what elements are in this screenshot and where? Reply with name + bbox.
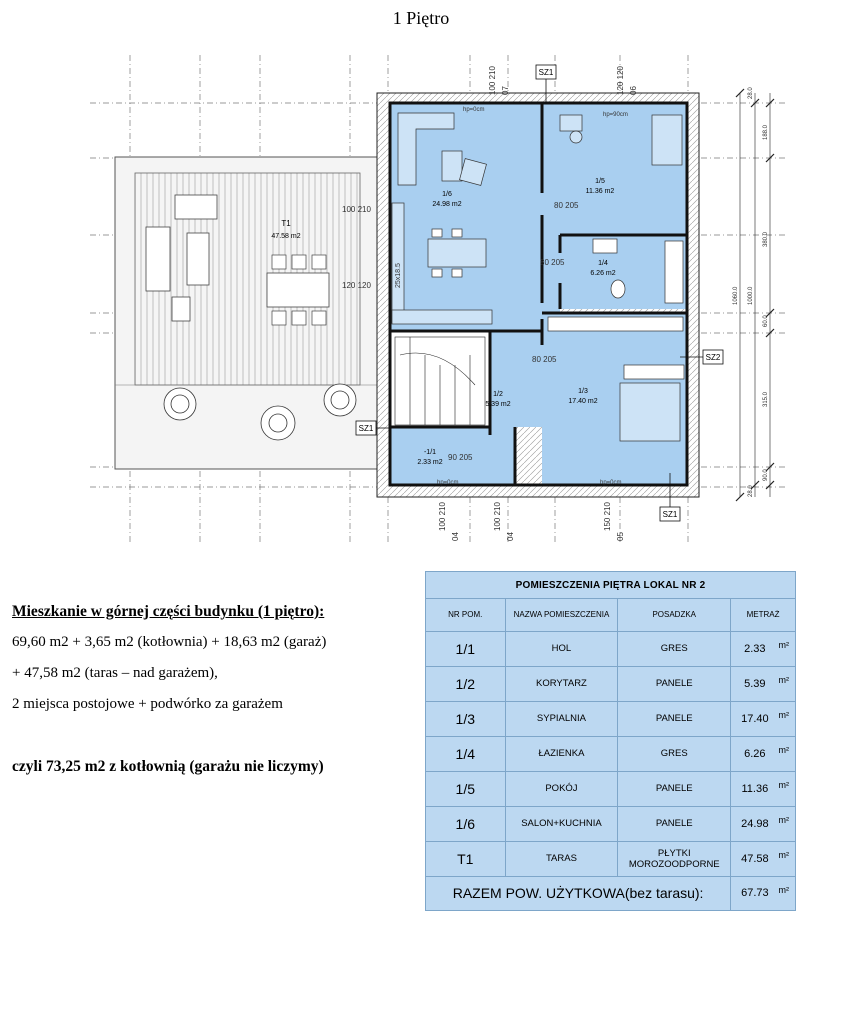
kitchen-table-icon [428,239,486,267]
dim-b: 380.0 [763,231,769,247]
window-bottom-2-tag: 04 [506,532,515,541]
dimension-labels [733,87,769,497]
row-unit: m² [779,806,796,841]
row-unit: m² [779,771,796,806]
dim-e: 90.0 [763,469,769,481]
room-13-id: 1/3 [578,388,588,395]
row-floor: PŁYTKI MOROZOODPORNE [618,841,731,876]
row-unit: m² [779,841,796,876]
room-15-id: 1/5 [595,178,605,185]
outdoor-chair-icon [175,195,217,219]
row-number: 1/6 [426,806,506,841]
hp-top-1: hp=0cm [463,107,485,113]
window-top-1: 100 210 [488,66,497,95]
hp-top-2: hp=90cm [603,112,628,118]
door-2-size: 80 205 [540,258,565,267]
dim-g: 28.0 [748,485,754,497]
door-1-size: 80 205 [554,201,579,210]
row-name: SYPIALNIA [505,701,618,736]
kitchen-counter-icon [392,203,404,323]
dim-d: 315.0 [763,391,769,407]
closet-icon [548,317,683,331]
row-unit: m² [779,736,796,771]
row-number: T1 [426,841,506,876]
dimension-chain [736,89,774,501]
table-row [426,841,796,876]
sz2: SZ2 [705,353,721,362]
desk-icon [560,115,582,131]
sz1-bottom: SZ1 [662,510,678,519]
window-top-2-tag: 06 [629,86,638,95]
room-11-id: -1/1 [423,449,437,456]
window-bottom-3: 150 210 [603,502,612,531]
terrace-area: 47.58 m2 [271,233,301,240]
window-bottom-2: 100 210 [493,502,502,531]
window-left-2: 120 120 [342,281,371,290]
table-row [426,666,796,701]
row-area: 11.36 [731,771,779,806]
row-area: 24.98 [731,806,779,841]
stairs-icon [395,337,485,425]
window-left-1: 100 210 [342,205,371,214]
sz1-left: SZ1 [358,424,374,433]
window-bottom-3-tag: 05 [616,532,625,541]
header-area: METRAŻ [731,599,796,631]
double-bed-icon [620,383,680,441]
wardrobe-icon [624,365,684,379]
dim-f: 28.0 [748,87,754,99]
row-floor: PANELE [618,701,731,736]
toilet-icon [611,280,625,298]
floor-plan [80,55,790,545]
table-row [426,631,796,666]
row-unit: m² [779,631,796,666]
room-14-id: 1/4 [598,260,608,267]
dining-table-icon [267,273,329,307]
door-3-size: 80 205 [532,355,557,364]
total-unit: m² [779,876,796,910]
room-12-area: 5.39 m2 [485,401,511,408]
terrace [115,157,377,469]
room-12-id: 1/2 [493,391,503,398]
row-floor: GRES [618,736,731,771]
dim-inner: 1000.0 [748,286,754,305]
row-name: POKÓJ [505,771,618,806]
table-row [426,806,796,841]
room-11-area: 2.33 m2 [417,459,443,466]
header-name: NAZWA POMIESZCZENIA [505,599,618,631]
hp-bottom-1: hp=0cm [437,480,459,486]
row-number: 1/4 [426,736,506,771]
stair-size-label: 25x18.5 [395,263,402,288]
dim-total: 1060.0 [733,286,739,305]
rooms-table [425,571,796,911]
row-name: SALON+KUCHNIA [505,806,618,841]
dim-a: 188.0 [763,124,769,140]
row-area: 47.58 [731,841,779,876]
row-unit: m² [779,666,796,701]
row-floor: PANELE [618,806,731,841]
row-unit: m² [779,701,796,736]
door-4-size: 90 205 [448,453,473,462]
sz1-top: SZ1 [538,68,554,77]
row-area: 6.26 [731,736,779,771]
outdoor-table-icon [187,233,209,285]
total-value: 67.73 [731,876,779,910]
room-14-area: 6.26 m2 [590,270,616,277]
row-floor: PANELE [618,771,731,806]
table-row [426,771,796,806]
row-floor: PANELE [618,666,731,701]
window-top-1-tag: 07 [501,86,510,95]
bathtub-icon [665,241,683,303]
apartment-description [12,603,412,775]
row-number: 1/3 [426,701,506,736]
room-15-area: 11.36 m2 [585,188,615,195]
hp-bottom-2: hp=0cm [600,480,622,486]
dim-c: 60.0 [763,315,769,327]
row-name: ŁAZIENKA [505,736,618,771]
row-number: 1/1 [426,631,506,666]
room-16-area: 24.98 m2 [432,201,462,208]
window-top-2: 120 120 [616,66,625,95]
row-name: KORYTARZ [505,666,618,701]
sink-icon [593,239,617,253]
total-label: RAZEM POW. UŻYTKOWA(bez tarasu): [426,876,731,910]
description-line-1: 69,60 m2 + 3,65 m2 (kotłownia) + 18,63 m2 (garaż) [12,634,327,650]
window-bottom-1: 100 210 [438,502,447,531]
row-name: HOL [505,631,618,666]
row-name: TARAS [505,841,618,876]
room-16-id: 1/6 [442,191,452,198]
table-row [426,701,796,736]
coffee-table-icon [442,151,462,181]
outdoor-chair-icon-2 [172,297,190,321]
description-heading: Mieszkanie w górnej części budynku (1 piętro): [12,603,325,620]
room-13-area: 17.40 m2 [568,398,598,405]
header-floor: POSADZKA [618,599,731,631]
row-number: 1/2 [426,666,506,701]
header-number: NR POM. [426,599,506,631]
page-title: 1 Piętro [392,8,450,28]
window-bottom-1-tag: 04 [451,532,460,541]
terrace-label: T1 [281,219,291,228]
outdoor-sofa-icon [146,227,170,291]
description-line-3: 2 miejsca postojowe + podwórko za garażem [12,696,283,712]
row-floor: GRES [618,631,731,666]
description-summary: czyli 73,25 m2 z kotłownią (garażu nie liczymy) [12,758,324,775]
table-caption: POMIESZCZENIA PIĘTRA LOKAL NR 2 [426,572,796,599]
row-area: 2.33 [731,631,779,666]
bed-icon [652,115,682,165]
description-line-2: + 47,58 m2 (taras – nad garażem), [12,665,218,681]
row-area: 5.39 [731,666,779,701]
row-area: 17.40 [731,701,779,736]
table-row [426,736,796,771]
row-number: 1/5 [426,771,506,806]
kitchen-counter-bottom-icon [392,310,492,324]
